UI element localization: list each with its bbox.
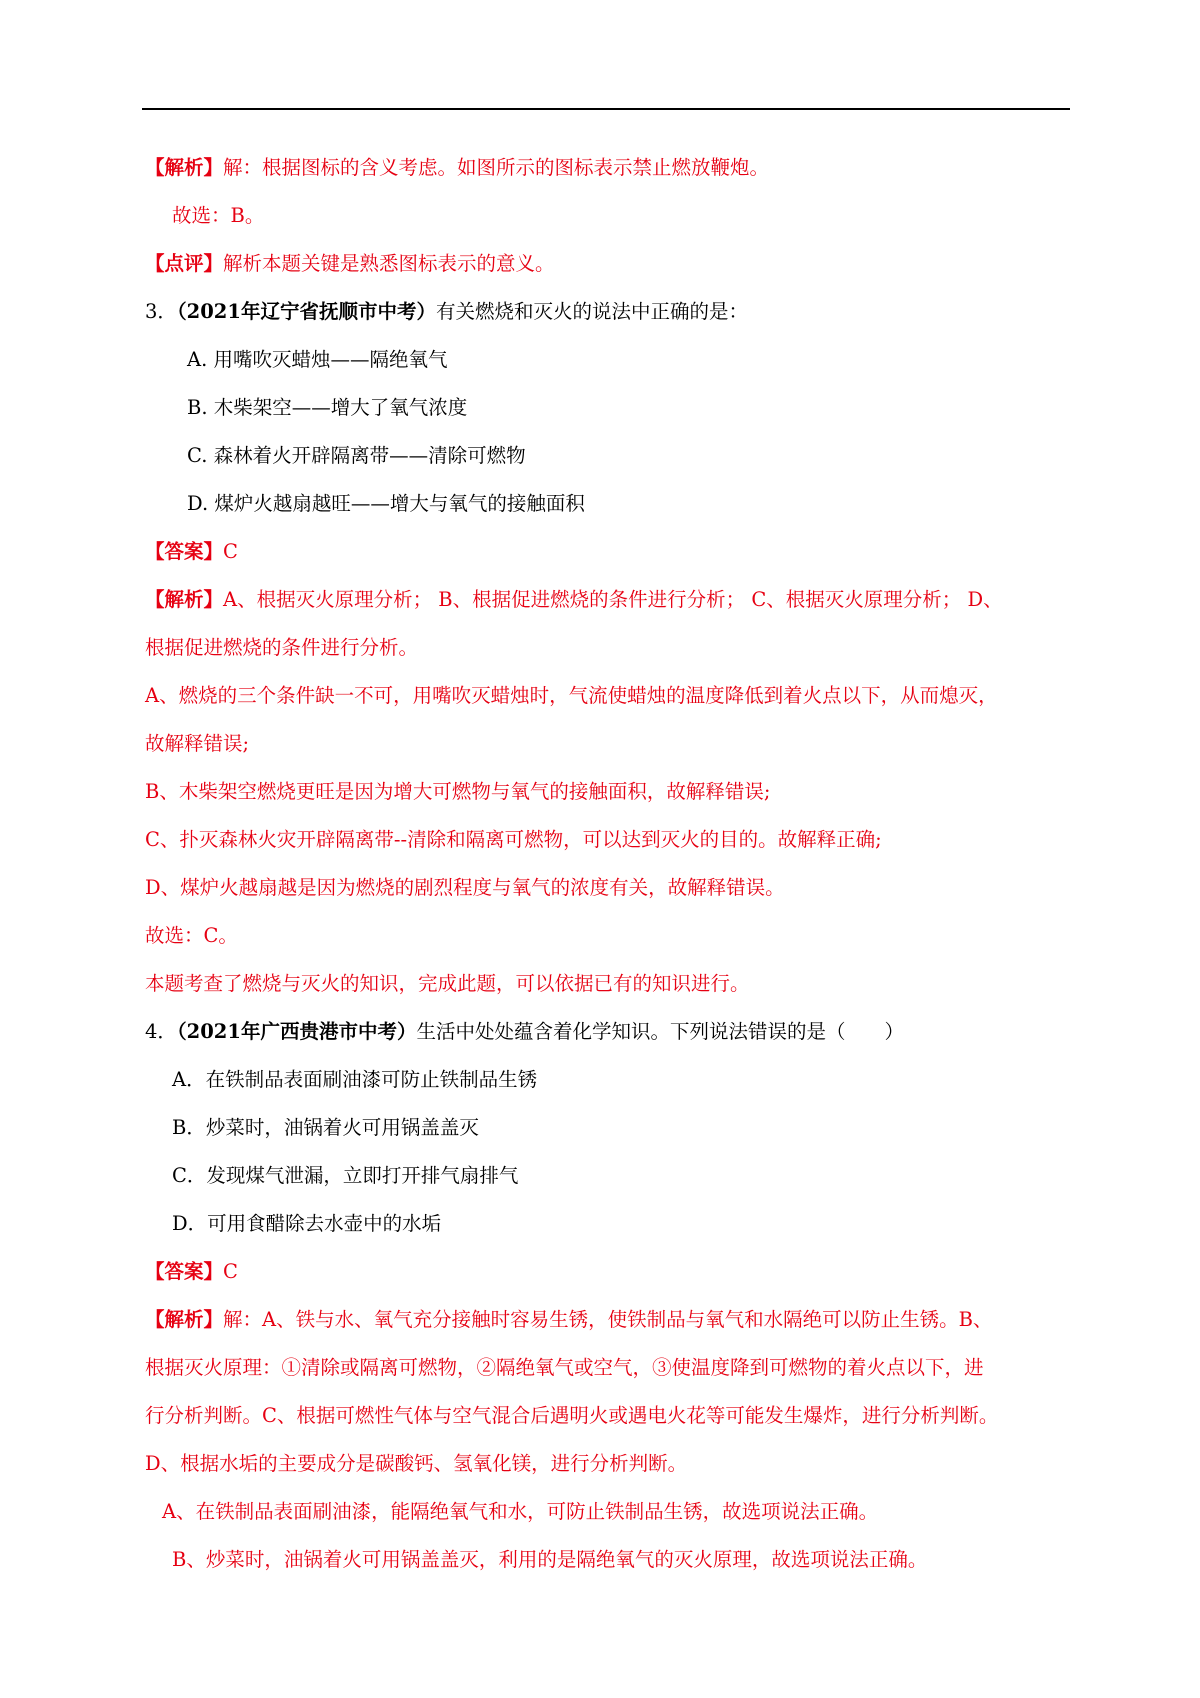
q4-option-a: A．在铁制品表面刷油漆可防止铁制品生锈	[172, 1068, 538, 1091]
q3-analysis-line-1	[145, 585, 1003, 615]
q3-detail-b: B、木柴架空燃烧更旺是因为增大可燃物与氧气的接触面积，故解释错误;	[145, 780, 771, 803]
q4-source: （2021年广西贵港市中考）	[176, 1020, 417, 1043]
q4-analysis-line-3: 行分析判断。C、根据可燃性气体与空气混合后遇明火或遇电火花等可能发生爆炸，进行分析判断。	[145, 1404, 999, 1427]
q4-analysis-line-4: D、根据水垢的主要成分是碳酸钙、氢氧化镁，进行分析判断。	[145, 1452, 688, 1475]
q4-detail-b: B、炒菜时，油锅着火可用锅盖盖灭，利用的是隔绝氧气的灭火原理，故选项说法正确。	[172, 1548, 928, 1571]
q2-comment-text: 解析本题关键是熟悉图标表示的意义。	[223, 252, 555, 275]
q4-option-c: C．发现煤气泄漏，立即打开排气扇排气	[172, 1164, 519, 1187]
q3-detail-a-line-2: 故解释错误;	[145, 732, 250, 755]
q3-analysis-line-2: 根据促进燃烧的条件进行分析。	[145, 636, 419, 659]
q2-analysis-label: 【解析】	[145, 156, 224, 179]
q4-stem-text: 生活中处处蕴含着化学知识。下列说法错误的是（ ）	[416, 1020, 904, 1043]
q2-comment-label: 【点评】	[145, 252, 224, 275]
q4-stem	[145, 1017, 904, 1047]
q4-answer-label: 【答案】	[145, 1260, 224, 1283]
q2-comment	[145, 249, 555, 279]
header-rule	[142, 108, 1070, 110]
q4-analysis-text-1: 解：A、铁与水、氧气充分接触时容易生锈，使铁制品与氧气和水隔绝可以防止生锈。B、	[223, 1308, 993, 1331]
q3-stem	[145, 297, 748, 327]
q4-answer-value: C	[223, 1260, 238, 1283]
q3-analysis-label: 【解析】	[145, 588, 224, 611]
q4-analysis-line-2: 根据灭火原理：①清除或隔离可燃物，②隔绝氧气或空气，③使温度降到可燃物的着火点以下，进	[145, 1356, 984, 1379]
q3-stem-text: 有关燃烧和灭火的说法中正确的是：	[435, 300, 748, 323]
q3-option-a: A. 用嘴吹灭蜡烛——隔绝氧气	[187, 348, 448, 371]
q3-choice: 故选：C。	[145, 924, 238, 947]
q4-option-d: D．可用食醋除去水壶中的水垢	[172, 1212, 442, 1235]
q3-option-b: B. 木柴架空——增大了氧气浓度	[187, 396, 468, 419]
q3-source: （2021年辽宁省抚顺市中考）	[176, 300, 436, 323]
q4-detail-a: A、在铁制品表面刷油漆，能隔绝氧气和水，可防止铁制品生锈，故选项说法正确。	[162, 1500, 879, 1523]
q3-answer	[145, 537, 238, 567]
q4-analysis-line-1	[145, 1305, 992, 1335]
q3-detail-a-line-1: A、燃烧的三个条件缺一不可，用嘴吹灭蜡烛时，气流使蜡烛的温度降低到着火点以下，从而熄灭，	[145, 684, 998, 707]
q4-option-b: B．炒菜时，油锅着火可用锅盖盖灭	[172, 1116, 479, 1139]
q2-analysis-text: 解：根据图标的含义考虑。如图所示的图标表示禁止燃放鞭炮。	[223, 156, 770, 179]
q3-number: 3．	[145, 300, 177, 323]
q4-number: 4．	[145, 1020, 177, 1043]
q3-analysis-text-1: A、根据灭火原理分析； B、根据促进燃烧的条件进行分析； C、根据灭火原理分析； D、	[223, 588, 1003, 611]
q3-option-d: D. 煤炉火越扇越旺——增大与氧气的接触面积	[187, 492, 585, 515]
q3-detail-d: D、煤炉火越扇越是因为燃烧的剧烈程度与氧气的浓度有关，故解释错误。	[145, 876, 785, 899]
q3-detail-c: C、扑灭森林火灾开辟隔离带--清除和隔离可燃物，可以达到灭火的目的。故解释正确;	[145, 828, 882, 851]
q4-answer	[145, 1257, 238, 1287]
q2-choice: 故选：B。	[172, 204, 265, 227]
q3-option-c: C. 森林着火开辟隔离带——清除可燃物	[187, 444, 526, 467]
q4-analysis-label: 【解析】	[145, 1308, 224, 1331]
q2-analysis	[145, 153, 769, 183]
q3-answer-label: 【答案】	[145, 540, 224, 563]
q3-answer-value: C	[223, 540, 238, 563]
q3-summary: 本题考查了燃烧与灭火的知识，完成此题，可以依据已有的知识进行。	[145, 972, 750, 995]
